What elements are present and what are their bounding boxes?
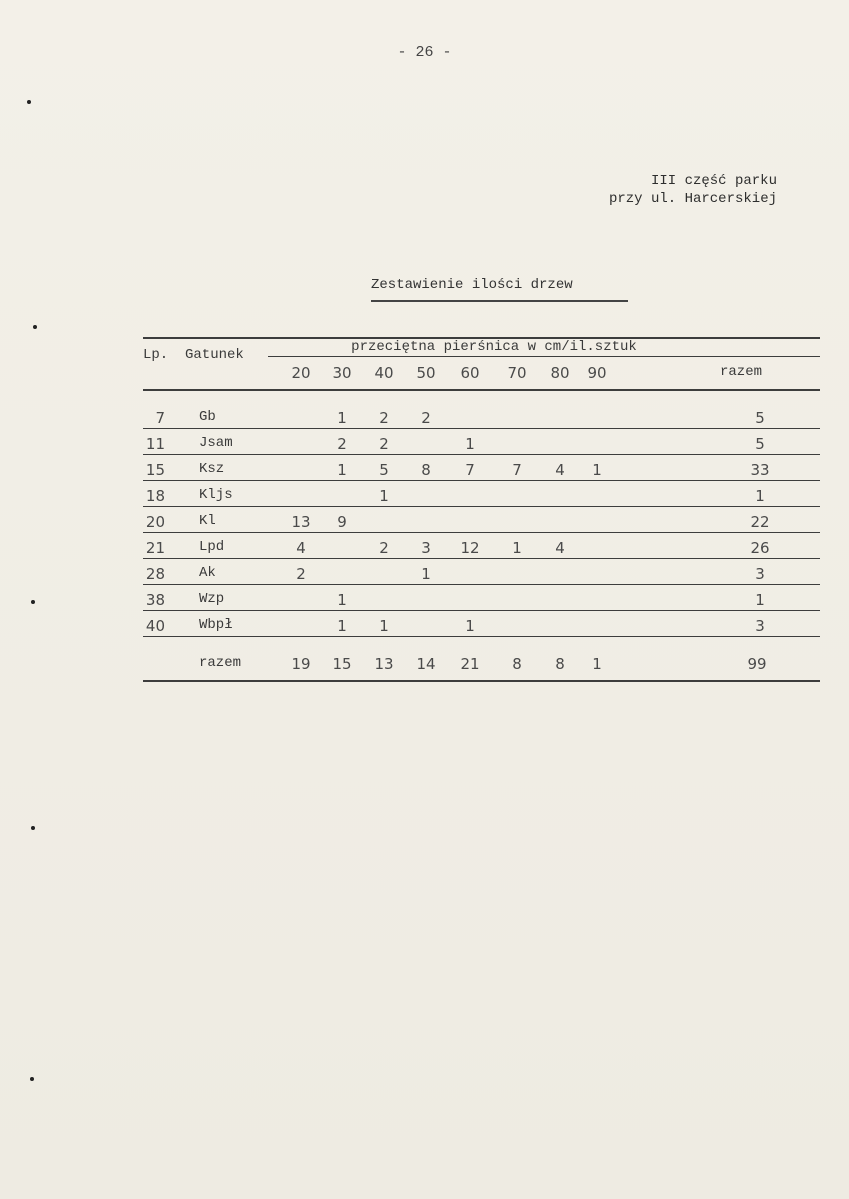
row-lp: 20 — [145, 513, 165, 531]
total-row-count: 8 — [555, 655, 565, 673]
row-count-cell: 1 — [337, 461, 347, 479]
row-rule — [143, 428, 820, 429]
section-header-line2: przy ul. Harcerskiej — [608, 191, 777, 207]
row-lp: 18 — [145, 487, 165, 505]
row-total: 26 — [750, 539, 770, 557]
row-rule — [143, 532, 820, 533]
header-bottom-rule — [143, 389, 820, 391]
row-count-cell: 9 — [337, 513, 347, 531]
row-count-cell: 1 — [337, 409, 347, 427]
row-count-cell: 2 — [379, 435, 389, 453]
row-count-cell: 12 — [460, 539, 480, 557]
row-gatunek: Kljs — [199, 487, 233, 503]
row-rule — [143, 454, 820, 455]
row-count-cell: 13 — [291, 513, 311, 531]
binding-hole-mark — [27, 100, 31, 104]
row-gatunek: Gb — [199, 409, 216, 425]
row-total: 3 — [755, 617, 765, 635]
row-count-cell: 7 — [512, 461, 522, 479]
grand-total: 99 — [747, 655, 767, 673]
row-count-cell: 1 — [465, 435, 475, 453]
diameter-column-header: 40 — [374, 364, 394, 382]
total-row-label: razem — [199, 655, 242, 671]
lp-header: Lp. — [143, 347, 169, 363]
row-lp: 11 — [145, 435, 165, 453]
row-rule — [143, 506, 820, 507]
group-header-rule — [268, 356, 820, 357]
diameter-column-header: 70 — [507, 364, 527, 382]
title-underline — [371, 300, 628, 302]
row-count-cell: 4 — [555, 539, 565, 557]
row-gatunek: Ksz — [199, 461, 225, 477]
row-count-cell: 3 — [421, 539, 431, 557]
diameter-column-header: 30 — [332, 364, 352, 382]
row-count-cell: 1 — [379, 617, 389, 635]
row-total: 22 — [750, 513, 770, 531]
gatunek-header: Gatunek — [185, 347, 244, 363]
binding-hole-mark — [31, 600, 35, 604]
row-rule — [143, 558, 820, 559]
row-total: 33 — [750, 461, 770, 479]
section-header-line1: III część parku — [650, 173, 777, 189]
row-rule — [143, 584, 820, 585]
row-gatunek: Kl — [199, 513, 216, 529]
row-count-cell: 1 — [337, 591, 347, 609]
diameter-group-header: przeciętna pierśnica w cm/il.sztuk — [351, 339, 637, 355]
total-row-count: 14 — [416, 655, 436, 673]
total-row-count: 1 — [592, 655, 602, 673]
total-row-count: 15 — [332, 655, 352, 673]
total-row-count: 8 — [512, 655, 522, 673]
total-header: razem — [720, 364, 763, 380]
row-rule — [143, 480, 820, 481]
row-gatunek: Wbpł — [199, 617, 233, 633]
total-row-count: 19 — [291, 655, 311, 673]
diameter-column-header: 80 — [550, 364, 570, 382]
row-gatunek: Jsam — [199, 435, 233, 451]
row-gatunek: Lpd — [199, 539, 225, 555]
row-lp: 28 — [145, 565, 165, 583]
total-row-count: 13 — [374, 655, 394, 673]
binding-hole-mark — [30, 1077, 34, 1081]
row-count-cell: 2 — [379, 539, 389, 557]
row-lp: 38 — [145, 591, 165, 609]
row-count-cell: 4 — [555, 461, 565, 479]
row-total: 3 — [755, 565, 765, 583]
row-count-cell: 2 — [379, 409, 389, 427]
row-total: 1 — [755, 487, 765, 505]
row-lp: 40 — [145, 617, 165, 635]
document-title: Zestawienie ilości drzew — [371, 277, 573, 293]
section-header — [609, 172, 777, 208]
row-lp: 7 — [155, 409, 165, 427]
diameter-column-header: 60 — [460, 364, 480, 382]
row-lp: 21 — [145, 539, 165, 557]
diameter-column-header: 90 — [587, 364, 607, 382]
binding-hole-mark — [33, 325, 37, 329]
row-count-cell: 1 — [592, 461, 602, 479]
row-count-cell: 1 — [337, 617, 347, 635]
table-bottom-rule — [143, 680, 820, 682]
row-count-cell: 5 — [379, 461, 389, 479]
row-count-cell: 1 — [512, 539, 522, 557]
row-total: 1 — [755, 591, 765, 609]
row-count-cell: 7 — [465, 461, 475, 479]
row-lp: 15 — [145, 461, 165, 479]
row-rule — [143, 610, 820, 611]
row-gatunek: Wzp — [199, 591, 225, 607]
row-total: 5 — [755, 409, 765, 427]
total-row-count: 21 — [460, 655, 480, 673]
row-count-cell: 2 — [421, 409, 431, 427]
diameter-column-header: 20 — [291, 364, 311, 382]
row-rule — [143, 636, 820, 637]
row-count-cell: 1 — [379, 487, 389, 505]
row-count-cell: 1 — [465, 617, 475, 635]
page-number: - 26 - — [397, 44, 452, 61]
row-count-cell: 2 — [296, 565, 306, 583]
row-count-cell: 4 — [296, 539, 306, 557]
row-total: 5 — [755, 435, 765, 453]
diameter-column-header: 50 — [416, 364, 436, 382]
row-count-cell: 8 — [421, 461, 431, 479]
row-count-cell: 1 — [421, 565, 431, 583]
row-count-cell: 2 — [337, 435, 347, 453]
row-gatunek: Ak — [199, 565, 216, 581]
binding-hole-mark — [31, 826, 35, 830]
